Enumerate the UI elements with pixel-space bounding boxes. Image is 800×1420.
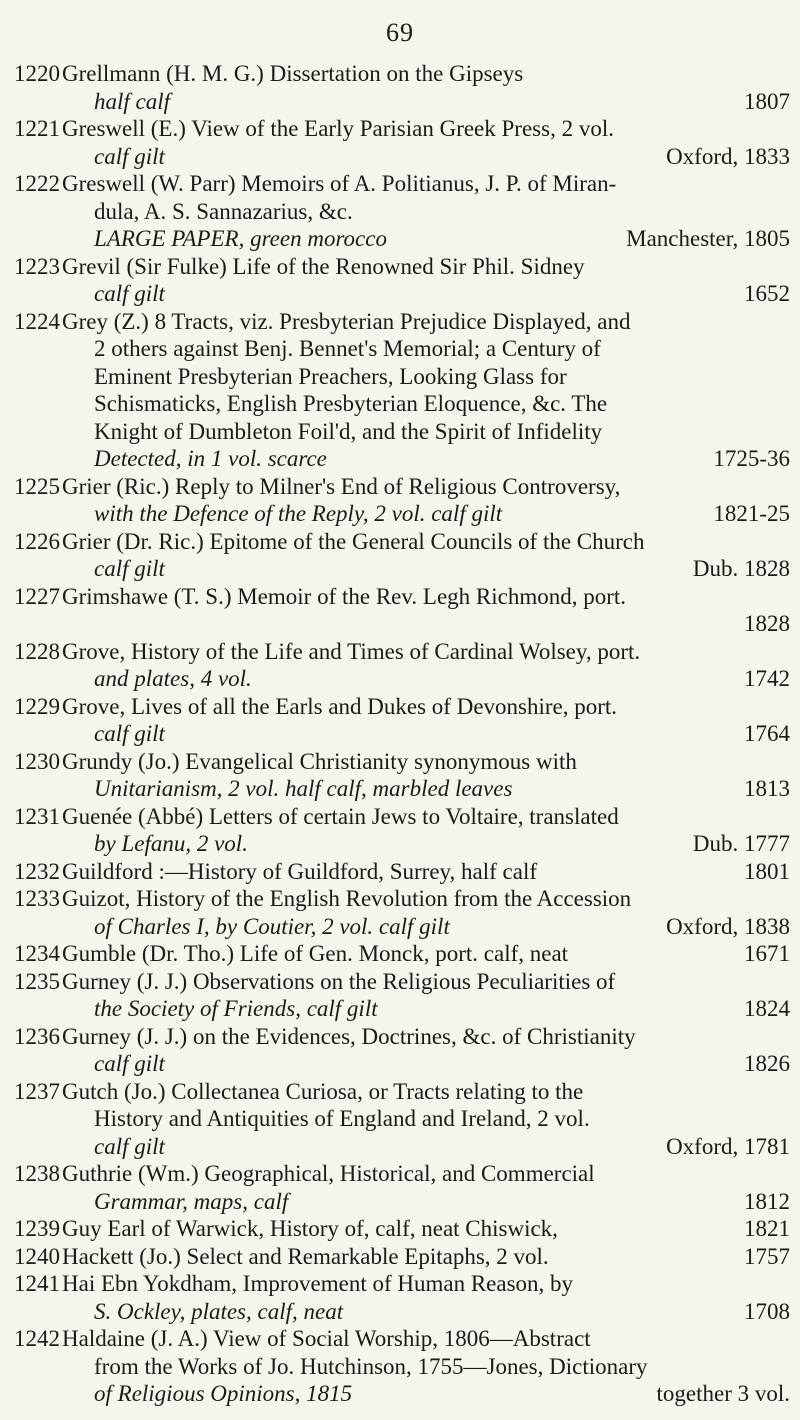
entry-binding: Unitarianism, 2 vol. half calf, marbled leaves — [94, 776, 513, 801]
catalogue-entry — [14, 693, 790, 748]
entry-binding: calf gilt — [94, 1051, 165, 1076]
catalogue-entry — [14, 1243, 790, 1271]
entry-line: Knight of Dumbleton Foil'd, and the Spirit of Infidelity — [94, 418, 603, 444]
entry-line: History and Antiquities of England and Ireland, 2 vol. — [94, 1106, 590, 1131]
entry-binding: by Lefanu, 2 vol. — [94, 831, 248, 856]
entry-line: Haldaine (J. A.) View of Social Worship, 1806—Abstract — [62, 1326, 591, 1351]
lot-number: 1230 — [14, 748, 60, 774]
entry-imprint: 1807 — [744, 88, 790, 114]
lot-number: 1220 — [14, 61, 60, 86]
entry-title: Gumble (Dr. Tho.) Life of Gen. Monck, port. calf, neat — [62, 941, 569, 966]
lot-number: 1241 — [14, 1271, 60, 1296]
lot-number: 1240 — [14, 1243, 60, 1269]
entry-title: Guildford :—History of Guildford, Surrey, half calf — [62, 858, 538, 884]
entry-imprint: 1742 — [744, 666, 790, 691]
entry-line: Grey (Z.) 8 Tracts, viz. Presbyterian Prejudice Displayed, and — [62, 308, 631, 334]
entry-line: Greswell (E.) View of the Early Parisian Greek Press, 2 vol. — [62, 116, 614, 141]
lot-number: 1223 — [14, 253, 60, 279]
catalogue-entry — [14, 528, 790, 583]
entry-binding: calf gilt — [94, 721, 165, 746]
catalogue-entry — [14, 473, 790, 528]
lot-number: 1231 — [14, 803, 60, 829]
catalogue-entry — [14, 803, 790, 858]
entry-line: Guizot, History of the English Revolution from the Accession — [62, 886, 632, 911]
entry-binding: and plates, 4 vol. — [94, 666, 252, 691]
entry-imprint: 1828 — [744, 611, 790, 636]
catalogue-list — [14, 60, 790, 1408]
lot-number: 1238 — [14, 1161, 60, 1186]
lot-number: 1229 — [14, 693, 60, 719]
entry-line: Grove, History of the Life and Times of Cardinal Wolsey, port. — [62, 638, 641, 664]
entry-imprint: 1652 — [744, 281, 790, 306]
entry-binding: Grammar, maps, calf — [94, 1188, 289, 1214]
entry-line: dula, A. S. Sannazarius, &c. — [94, 198, 353, 224]
lot-number: 1242 — [14, 1326, 60, 1351]
entry-binding: calf gilt — [94, 281, 165, 306]
entry-imprint: 1757 — [744, 1243, 790, 1269]
entry-line: Grellmann (H. M. G.) Dissertation on the Gipseys — [62, 61, 524, 86]
entry-line: Grove, Lives of all the Earls and Dukes of Devonshire, port. — [62, 693, 618, 719]
entry-binding: LARGE PAPER, green morocco — [94, 226, 387, 251]
catalogue-entry — [14, 940, 790, 968]
lot-number: 1235 — [14, 968, 60, 994]
entry-line: Eminent Presbyterian Preachers, Looking Glass for — [94, 363, 567, 389]
entry-line: from the Works of Jo. Hutchinson, 1755—Jones, Dictionary — [94, 1353, 648, 1379]
catalogue-entry — [14, 1078, 790, 1161]
catalogue-entry — [14, 1023, 790, 1078]
catalogue-entry — [14, 748, 790, 803]
entry-title: Guy Earl of Warwick, History of, calf, neat Chiswick, — [62, 1216, 558, 1241]
entry-line: Guenée (Abbé) Letters of certain Jews to Voltaire, translated — [62, 803, 619, 829]
catalogue-entry — [14, 1215, 790, 1243]
entry-imprint: 1821 — [744, 1216, 790, 1241]
entry-binding: calf gilt — [94, 1133, 165, 1159]
entry-line: Schismaticks, English Presbyterian Eloquence, &c. The — [94, 391, 608, 416]
entry-imprint: Dub. 1777 — [692, 831, 790, 856]
catalogue-entry — [14, 583, 790, 638]
entry-line: Grevil (Sir Fulke) Life of the Renowned Sir Phil. Sidney — [62, 253, 585, 279]
catalogue-entry — [14, 968, 790, 1023]
entry-imprint: 1824 — [744, 996, 790, 1021]
entry-imprint: Oxford, 1833 — [666, 143, 790, 169]
entry-binding: calf gilt — [94, 143, 165, 169]
lot-number: 1228 — [14, 638, 60, 664]
entry-imprint: 1812 — [744, 1188, 790, 1214]
entry-imprint: 1725-36 — [713, 446, 790, 471]
lot-number: 1227 — [14, 583, 60, 609]
catalogue-entry — [14, 858, 790, 886]
entry-imprint: 1813 — [744, 776, 790, 801]
catalogue-entry — [14, 1270, 790, 1325]
entry-imprint: 1671 — [744, 941, 790, 966]
entry-line: Gutch (Jo.) Collectanea Curiosa, or Tracts relating to the — [62, 1078, 584, 1104]
entry-imprint: 1826 — [744, 1051, 790, 1076]
entry-imprint: 1764 — [744, 721, 790, 746]
catalogue-entry — [14, 253, 790, 308]
entry-binding: the Society of Friends, calf gilt — [94, 996, 378, 1021]
entry-imprint: Manchester, 1805 — [626, 226, 790, 251]
catalogue-entry — [14, 308, 790, 473]
entry-imprint: together 3 vol. — [656, 1381, 790, 1406]
lot-number: 1224 — [14, 308, 60, 334]
lot-number: 1239 — [14, 1216, 60, 1241]
entry-binding: of Charles I, by Coutier, 2 vol. calf gilt — [94, 913, 450, 939]
entry-line: Greswell (W. Parr) Memoirs of A. Politianus, J. P. of Miran- — [62, 171, 617, 196]
entry-imprint: Dub. 1828 — [692, 556, 790, 581]
lot-number: 1226 — [14, 528, 60, 554]
entry-binding: half calf — [94, 88, 171, 114]
entry-line: Grundy (Jo.) Evangelical Christianity synonymous with — [62, 748, 577, 774]
entry-line: 2 others against Benj. Bennet's Memorial; a Century of — [94, 336, 601, 361]
entry-title: Hackett (Jo.) Select and Remarkable Epitaphs, 2 vol. — [62, 1243, 549, 1269]
catalogue-entry — [14, 115, 790, 170]
entry-line: Gurney (J. J.) Observations on the Religious Peculiarities of — [62, 968, 616, 994]
lot-number: 1233 — [14, 886, 60, 911]
lot-number: 1222 — [14, 171, 60, 196]
entry-binding: S. Ockley, plates, calf, neat — [94, 1298, 344, 1324]
lot-number: 1234 — [14, 941, 60, 966]
lot-number: 1221 — [14, 116, 60, 141]
entry-imprint: Oxford, 1838 — [666, 913, 790, 939]
entry-imprint: 1708 — [744, 1298, 790, 1324]
entry-line: Grimshawe (T. S.) Memoir of the Rev. Legh Richmond, port. — [62, 583, 627, 609]
entry-line: Gurney (J. J.) on the Evidences, Doctrines, &c. of Christianity — [62, 1023, 636, 1049]
catalogue-entry — [14, 1325, 790, 1408]
catalogue-entry — [14, 638, 790, 693]
lot-number: 1225 — [14, 473, 60, 499]
entry-line: Guthrie (Wm.) Geographical, Historical, and Commercial — [62, 1161, 595, 1186]
catalogue-entry — [14, 1160, 790, 1215]
lot-number: 1236 — [14, 1023, 60, 1049]
entry-imprint: 1821-25 — [713, 501, 790, 526]
catalogue-entry — [14, 885, 790, 940]
entry-binding: calf gilt — [94, 556, 165, 581]
catalogue-entry — [14, 60, 790, 115]
catalogue-entry — [14, 170, 790, 253]
entry-binding: with the Defence of the Reply, 2 vol. calf gilt — [94, 501, 503, 526]
lot-number: 1232 — [14, 858, 60, 884]
entry-imprint: 1801 — [744, 858, 790, 884]
lot-number: 1237 — [14, 1078, 60, 1104]
entry-binding: of Religious Opinions, 1815 — [94, 1381, 353, 1406]
entry-line: Grier (Dr. Ric.) Epitome of the General Councils of the Church — [62, 528, 645, 554]
entry-line: Hai Ebn Yokdham, Improvement of Human Reason, by — [62, 1271, 574, 1296]
entry-line: Grier (Ric.) Reply to Milner's End of Religious Controversy, — [62, 473, 621, 499]
entry-imprint: Oxford, 1781 — [666, 1133, 790, 1159]
page-number: 69 — [386, 18, 414, 47]
entry-binding: Detected, in 1 vol. scarce — [94, 446, 327, 471]
